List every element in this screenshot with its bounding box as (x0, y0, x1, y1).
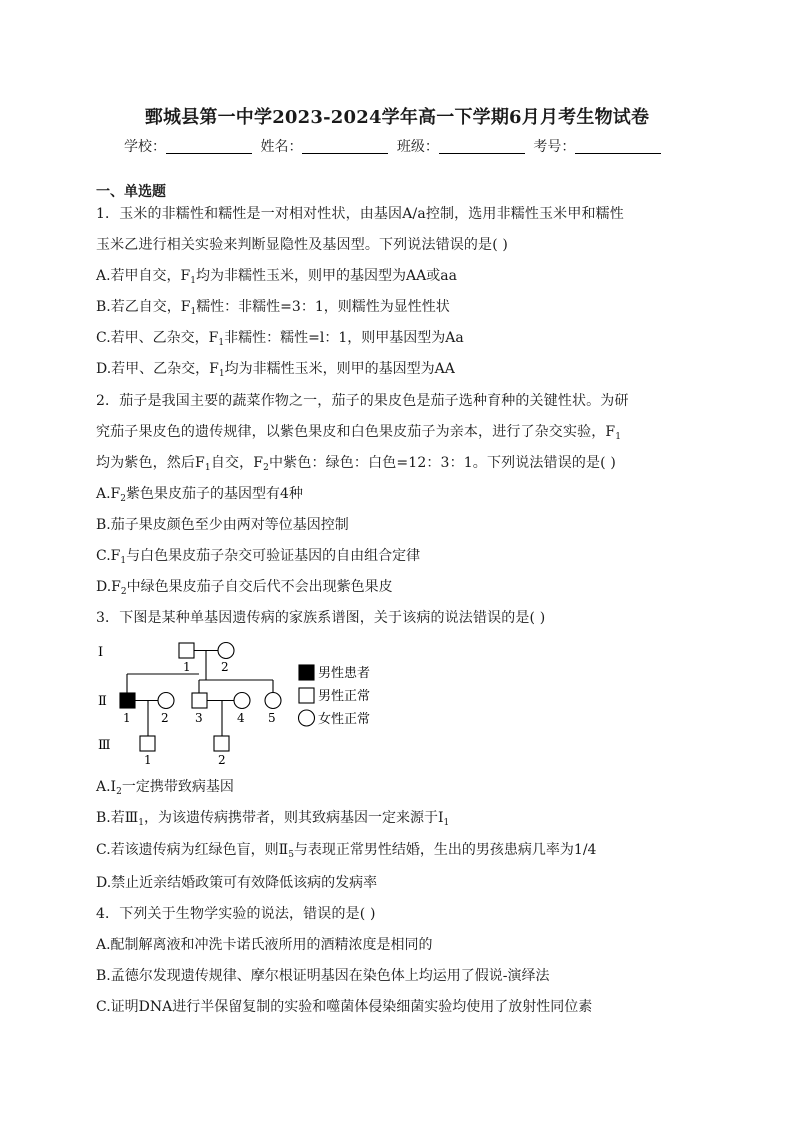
gen2-male-3 (192, 693, 207, 708)
q2-option-d: $D.F_2$中绿色果皮茄子自交后代不会出现紫色果皮 (96, 579, 393, 597)
school-blank[interactable] (166, 139, 252, 154)
gen3-male-2 (214, 736, 229, 751)
gen1-number-1: 1 (183, 660, 191, 674)
q4-option-a: A.配制解离液和冲洗卡诺氏液所用的酒精浓度是相同的 (96, 937, 433, 953)
gen2-female-5 (265, 693, 281, 709)
q1-option-b: B.若乙自交，$F_1$糯性：非糯性=3：1，则糯性为显性性状 (96, 299, 450, 317)
gen3-number-2: 2 (218, 753, 226, 766)
gen-label-3: Ⅲ (98, 738, 111, 753)
legend-normal-male-symbol (299, 688, 314, 703)
q2-option-a: $A.F_2$紫色果皮茄子的基因型有4种 (96, 486, 303, 504)
q2-stem-line-2: 究茄子果皮色的遗传规律，以紫色果皮和白色果皮茄子为亲本，进行了杂交实验，$F_1$ (96, 424, 622, 442)
gen3-number-1: 1 (144, 753, 152, 766)
gen2-female-2 (158, 693, 174, 709)
q2-stem-line-1: 2．茄子是我国主要的蔬菜作物之一，茄子的果皮色是茄子选种育种的关键性状。为研 (96, 393, 629, 409)
gen2-number-5: 5 (268, 711, 276, 725)
student-info-line (124, 136, 665, 156)
legend-affected-male-symbol (299, 665, 314, 680)
name-field-label: 姓名： (260, 139, 303, 155)
exam-number-field-label: 考号： (533, 139, 576, 155)
pedigree-svg (96, 636, 396, 766)
q2-option-b: B.茄子果皮颜色至少由两对等位基因控制 (96, 517, 349, 533)
q2-stem-line-3: 均为紫色，然后$F_1$自交，$F_2$中紫色：绿色：白色=12：3：1。下列说法错误的是( ) (96, 455, 616, 473)
q1-stem-line-1: 1．玉米的非糯性和糯性是一对相对性状，由基因A/a控制，选用非糯性玉米甲和糯性 (96, 206, 624, 222)
gen1-male-1 (179, 643, 194, 658)
section-heading: 一、单选题 (96, 184, 166, 200)
gen-label-1: Ⅰ (98, 645, 104, 660)
q3-option-a: $A.I_2$一定携带致病基因 (96, 779, 234, 797)
gen1-number-2: 2 (221, 660, 229, 674)
gen2-number-4: 4 (237, 711, 245, 725)
q3-option-d: D.禁止近亲结婚政策可有效降低该病的发病率 (96, 875, 378, 891)
legend-normal-female-symbol (299, 710, 315, 726)
q4-option-b: B.孟德尔发现遗传规律、摩尔根证明基因在染色体上均运用了假说-演绎法 (96, 968, 550, 984)
gen2-number-3: 3 (195, 711, 203, 725)
gen1-female-2 (218, 643, 234, 659)
q1-option-a: A.若甲自交，$F_1$均为非糯性玉米，则甲的基因型为AA或aa (96, 268, 457, 286)
q1-option-c: C.若甲、乙杂交，$F_1$非糯性：糯性=l：1，则甲基因型为Aa (96, 330, 464, 348)
legend-normal-female-label: 女性正常 (318, 712, 371, 727)
gen2-number-1: 1 (123, 711, 131, 725)
q4-option-c: C.证明DNA进行半保留复制的实验和噬菌体侵染细菌实验均使用了放射性同位素 (96, 999, 593, 1015)
gen3-male-1 (140, 736, 155, 751)
class-field-label: 班级： (396, 139, 439, 155)
gen-label-2: Ⅱ (98, 694, 107, 709)
q2-option-c: $C.F_1$与白色果皮茄子杂交可验证基因的自由组合定律 (96, 548, 421, 566)
pedigree-chart (96, 636, 396, 766)
legend-normal-male-label: 男性正常 (318, 689, 371, 704)
class-blank[interactable] (439, 139, 525, 154)
q1-option-d: D.若甲、乙杂交，$F_1$均为非糯性玉米，则甲的基因型为AA (96, 361, 455, 379)
name-blank[interactable] (302, 139, 388, 154)
page-title: 鄄城县第一中学2023-2024学年高一下学期6月月考生物试卷 (144, 107, 650, 128)
gen2-affected-male-1 (120, 693, 135, 708)
gen2-female-4 (234, 693, 250, 709)
legend-affected-male-label: 男性患者 (318, 666, 371, 681)
school-field-label: 学校： (124, 139, 166, 155)
gen2-number-2: 2 (161, 711, 169, 725)
q3-stem: 3．下图是某种单基因遗传病的家族系谱图，关于该病的说法错误的是( ) (96, 610, 546, 626)
q4-stem: 4．下列关于生物学实验的说法，错误的是( ) (96, 906, 376, 922)
q3-option-c: C.若该遗传病为红绿色盲，则$Ⅱ_5$与表现正常男性结婚，生出的男孩患病几率为1/4 (96, 842, 597, 860)
exam-number-blank[interactable] (575, 139, 661, 154)
q3-option-b: B.若$Ⅲ_1$，为该遗传病携带者，则其致病基因一定来源于$I_1$ (96, 810, 450, 828)
q1-stem-line-2: 玉米乙进行相关实验来判断显隐性及基因型。下列说法错误的是( ) (96, 237, 509, 253)
